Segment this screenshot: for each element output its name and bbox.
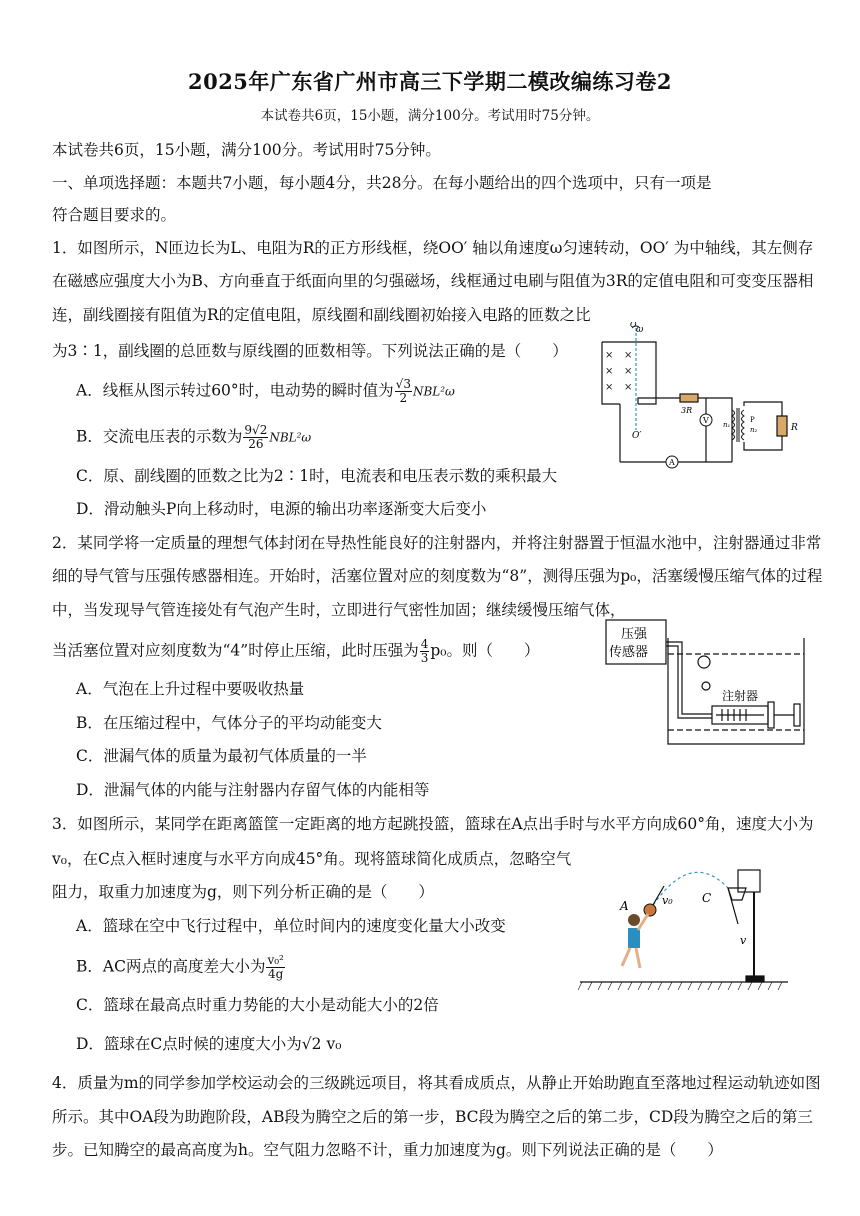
o-top-label: O <box>630 322 637 329</box>
q3-option-c[interactable]: C．篮球在最高点时重力势能的大小是动能大小的2倍 <box>76 996 439 1014</box>
q3-option-d[interactable]: D．篮球在C点时候的速度大小为√2 v₀ <box>76 1035 342 1053</box>
q1-option-a[interactable]: A．线框从图示转过60°时，电动势的瞬时值为 $\frac{√3}{2}$ NBL²ω <box>76 377 455 405</box>
o-bottom-label: O′ <box>632 431 642 441</box>
section-heading-line-1: 一、单项选择题：本题共7小题，每小题4分，共28分。在每小题给出的四个选项中，只有一项是 <box>52 174 712 192</box>
syringe-label: 注射器 <box>722 689 759 703</box>
fraction: $\frac{9√2}{26}$ <box>244 423 268 451</box>
q4-stem-line-1: 4．质量为m的同学参加学校运动会的三级跳远项目，将其看成质点，从静止开始助跑直至落地过程运动轨迹如图 <box>52 1074 821 1092</box>
q1-option-d[interactable]: D．滑动触头P向上移动时，电源的输出功率逐渐变大后变小 <box>76 500 487 518</box>
q3-option-b[interactable]: B．AC两点的高度差大小为 $\frac{\text{v₀²}}{4g}$ <box>76 953 284 981</box>
omega-label: ω <box>636 325 644 335</box>
q3-stem-line-1: 3．如图所示，某同学在距离篮筐一定距离的地方起跳投篮，篮球在A点出手时与水平方向成60°角，速度大小为 <box>52 815 814 833</box>
exam-subtitle: 本试卷共6页，15小题，满分100分。考试用时75分钟。 <box>260 108 600 124</box>
svg-text:×: × <box>605 350 614 361</box>
q2-stem-line-1: 2．某同学将一定质量的理想气体封闭在导热性能良好的注射器内，并将注射器置于恒温水池中，注射器通过非常 <box>52 534 822 552</box>
q2-option-c[interactable]: C．泄漏气体的质量为最初气体质量的一半 <box>76 747 367 765</box>
svg-text:×: × <box>605 382 614 393</box>
voltmeter-label: V <box>703 416 709 425</box>
v0-label: v₀ <box>662 894 673 907</box>
sensor-label-1: 压强 <box>621 627 648 642</box>
q1-circuit-figure <box>596 322 816 472</box>
q2-syringe-figure <box>604 616 816 746</box>
sensor-label-2: 传感器 <box>609 645 649 660</box>
q3-stem-line-3: 阻力，取重力加速度为g，则下列分析正确的是（ ） <box>52 883 434 901</box>
fraction: $\frac{\text{v₀²}}{4g}$ <box>267 953 284 981</box>
q4-stem-line-2: 所示。其中OA段为助跑阶段，AB段为腾空之后的第一步，BC段为腾空之后的第二步，CD段为腾空之后的第三 <box>52 1108 813 1126</box>
q1-stem-line-1: 1．如图所示，N匝边长为L、电阻为R的正方形线框，绕OO′ 轴以角速度ω匀速转动，OO′ 为中轴线，其左侧存 <box>52 239 814 257</box>
q1-stem-line-2: 在磁感应强度大小为B、方向垂直于纸面向里的匀强磁场，线框通过电刷与阻值为3R的定值电阻和可变变压器相 <box>52 272 814 290</box>
q1-stem-line-4: 为3∶1，副线圈的总匝数与原线圈的匝数相等。下列说法正确的是（ ） <box>52 342 568 360</box>
resistor-3r-label: 3R <box>681 406 693 415</box>
svg-text:×: × <box>605 366 614 377</box>
q1-stem-line-3: 连，副线圈接有阻值为R的定值电阻，原线圈和副线圈初始接入电路的匝数之比 <box>52 306 591 324</box>
n1-label: n₁ <box>723 421 731 429</box>
fraction: $\frac{4}{3}$ <box>420 637 429 665</box>
svg-text:×: × <box>624 366 633 377</box>
q2-option-d[interactable]: D．泄漏气体的内能与注射器内存留气体的内能相等 <box>76 781 430 799</box>
q3-basketball-figure <box>578 858 798 992</box>
q2-option-a[interactable]: A．气泡在上升过程中要吸收热量 <box>76 680 305 698</box>
q3-stem-line-2: v₀，在C点入框时速度与水平方向成45°角。现将篮球简化成质点，忽略空气 <box>52 850 572 868</box>
point-c-label: C <box>702 891 712 905</box>
q3-option-a[interactable]: A．篮球在空中飞行过程中，单位时间内的速度变化量大小改变 <box>76 917 506 935</box>
point-a-label: A <box>620 899 629 913</box>
n2-label: n₂ <box>750 426 758 434</box>
q2-stem-line-4: 当活塞位置对应刻度数为“4”时停止压缩，此时压强为 $\frac{4}{3}$ p₀。则（ ） <box>52 637 540 665</box>
resistor-r-label: R <box>791 423 798 433</box>
ammeter-label: A <box>669 458 675 467</box>
section-heading-line-2: 符合题目要求的。 <box>52 206 177 224</box>
basketball-icon <box>644 904 656 916</box>
v-label: v <box>740 934 747 947</box>
q2-stem-line-3: 中，当发现导气管连接处有气泡产生时，立即进行气密性加固；继续缓慢压缩气体， <box>52 601 626 619</box>
fraction: $\frac{√3}{2}$ <box>395 377 411 405</box>
q1-option-b[interactable]: B．交流电压表的示数为 $\frac{9√2}{26}$ NBL²ω <box>76 423 312 451</box>
q1-option-c[interactable]: C．原、副线圈的匝数之比为2∶1时，电流表和电压表示数的乘积最大 <box>76 467 558 485</box>
exam-title: 2025年广东省广州市高三下学期二模改编练习卷2 <box>187 69 673 94</box>
q2-option-b[interactable]: B．在压缩过程中，气体分子的平均动能变大 <box>76 714 382 732</box>
svg-text:×: × <box>624 350 633 361</box>
svg-text:×: × <box>624 382 633 393</box>
exam-intro: 本试卷共6页，15小题，满分100分。考试用时75分钟。 <box>52 141 441 159</box>
q4-stem-line-3: 步。已知腾空的最高高度为h。空气阻力忽略不计，重力加速度为g。则下列说法正确的是（ ） <box>52 1141 723 1159</box>
player-icon <box>622 914 648 968</box>
q2-stem-line-2: 细的导气管与压强传感器相连。开始时，活塞位置对应的刻度数为“8”，测得压强为p₀，活塞缓慢压缩气体的过程 <box>52 567 823 585</box>
slider-p-label: P <box>750 416 755 424</box>
